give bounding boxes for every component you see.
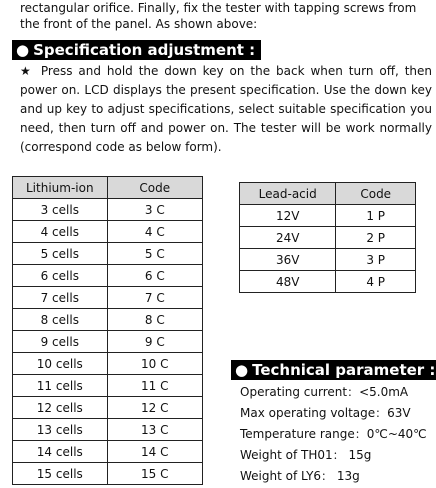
parameter-line: Operating current：<5.0mA [240,385,409,399]
code-cell: 4 C [107,221,202,243]
table-row [13,375,203,397]
table-row [240,249,416,271]
intro-paragraph: rectangular orifice. Finally, fix the tester with tapping screws from the front of the panel. As shown above: [20,1,417,31]
code-cell: 12 C [107,397,202,419]
battery-cell: 4 cells [13,221,108,243]
parameter-line: Weight of TH01： 15g [240,448,372,462]
code-cell: 11 C [107,375,202,397]
spec-instructions-text: Press and hold the down key on the back when turn off, then power on. LCD displays the present specification. Use the down key and up key to adjust specifications, select suitable specification you need, then turn off and power on. The tester will be work normally (correspond code as below form). [20,64,432,154]
table-row [13,397,203,419]
tech-heading-label: Technical parameter : [252,361,436,379]
battery-cell: 48V [240,271,336,293]
code-cell: 13 C [107,419,202,441]
table-row [13,243,203,265]
table-row [13,287,203,309]
code-cell: 6 C [107,265,202,287]
code-cell: 3 P [336,249,416,271]
table-row [240,205,416,227]
column-header-code: Code [107,177,202,199]
battery-cell: 11 cells [13,375,108,397]
table-row [240,271,416,293]
code-cell: 10 C [107,353,202,375]
table-row [13,199,203,221]
battery-cell: 15 cells [13,463,108,485]
table-header-row [240,183,416,205]
battery-cell: 36V [240,249,336,271]
code-cell: 7 C [107,287,202,309]
code-cell: 9 C [107,331,202,353]
code-cell: 2 P [336,227,416,249]
table-row [13,331,203,353]
column-header-lithium-ion: Lithium-ion [13,177,108,199]
battery-cell: 13 cells [13,419,108,441]
lithium-ion-code-table [12,176,203,485]
battery-cell: 9 cells [13,331,108,353]
battery-cell: 5 cells [13,243,108,265]
column-header-code: Code [336,183,416,205]
battery-cell: 7 cells [13,287,108,309]
table-row [13,441,203,463]
table-row [13,265,203,287]
spec-adjustment-heading [12,40,261,60]
battery-cell: 24V [240,227,336,249]
battery-cell: 8 cells [13,309,108,331]
spec-heading-label: Specification adjustment : [33,41,256,59]
code-cell: 14 C [107,441,202,463]
code-cell: 8 C [107,309,202,331]
parameter-line: Weight of LY6： 13g [240,469,360,483]
battery-cell: 14 cells [13,441,108,463]
code-cell: 5 C [107,243,202,265]
parameter-line: Max operating voltage：63V [240,406,411,420]
table-header-row [13,177,203,199]
column-header-lead-acid: Lead-acid [240,183,336,205]
code-cell: 4 P [336,271,416,293]
technical-parameter-heading [231,360,436,380]
battery-cell: 3 cells [13,199,108,221]
code-cell: 3 C [107,199,202,221]
bullet-icon: ● [16,41,30,59]
lead-acid-code-table [239,182,416,293]
table-row [13,463,203,485]
battery-cell: 10 cells [13,353,108,375]
code-cell: 1 P [336,205,416,227]
battery-cell: 12V [240,205,336,227]
code-cell: 15 C [107,463,202,485]
table-row [240,227,416,249]
table-row [13,309,203,331]
battery-cell: 6 cells [13,265,108,287]
parameter-line: Temperature range：0℃~40℃ [240,427,427,441]
table-row [13,419,203,441]
battery-cell: 12 cells [13,397,108,419]
star-icon: ★ [20,64,33,78]
technical-parameter-list [240,382,427,487]
table-row [13,353,203,375]
table-row [13,221,203,243]
spec-instructions [20,62,432,157]
bullet-icon: ● [235,361,249,379]
